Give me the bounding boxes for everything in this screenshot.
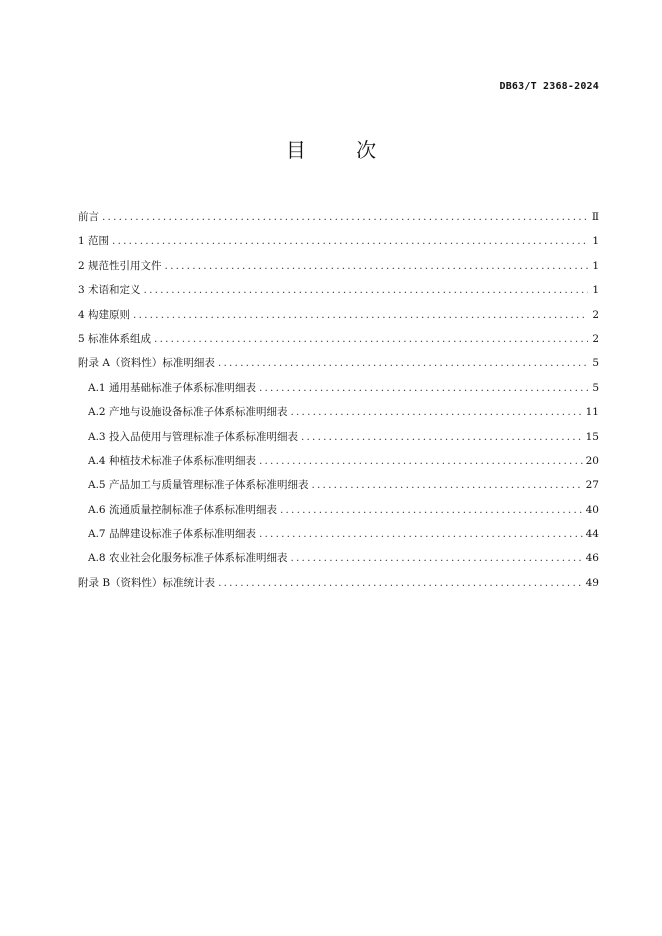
toc-entry-a7[interactable]: [78, 524, 599, 548]
toc-leader-dots: [218, 353, 588, 373]
document-code: DB63/T 2368-2024: [499, 81, 599, 92]
toc-entry-a4[interactable]: [78, 451, 599, 475]
toc-leader-dots: [112, 231, 588, 251]
toc-page-number: 44: [585, 528, 599, 541]
toc-entry-terms[interactable]: [78, 280, 599, 304]
toc-entry-label: 附录 B（资料性）标准统计表: [78, 576, 216, 589]
toc-entry-appendix-a[interactable]: [78, 353, 599, 377]
toc-entry-label: 附录 A（资料性）标准明细表: [78, 357, 215, 370]
toc-entry-label: A.8 农业社会化服务标准子体系标准明细表: [88, 552, 288, 565]
toc-entry-label: 3 术语和定义: [78, 284, 141, 297]
toc-entry-label: A.4 种植技术标准子体系标准明细表: [88, 454, 256, 467]
toc-leader-dots: [165, 256, 588, 276]
toc-entry-label: A.7 品牌建设标准子体系标准明细表: [88, 528, 256, 541]
toc-leader-dots: [218, 573, 583, 593]
toc-page-number: 49: [585, 576, 599, 589]
toc-entry-appendix-b[interactable]: [78, 573, 599, 597]
toc-entry-normative-references[interactable]: [78, 256, 599, 280]
page-title: 目 次: [285, 138, 399, 162]
toc-entry-label: A.3 投入品使用与管理标准子体系标准明细表: [88, 430, 298, 443]
toc-page-number: 1: [592, 284, 599, 297]
toc-page-number: Ⅱ: [591, 211, 599, 223]
toc-entry-a6[interactable]: [78, 500, 599, 524]
toc-page-number: 11: [585, 406, 599, 419]
toc-entry-a5[interactable]: [78, 475, 599, 499]
toc-leader-dots: [154, 329, 588, 349]
toc-leader-dots: [290, 402, 582, 422]
toc-page-number: 1: [592, 259, 599, 272]
toc-leader-dots: [102, 207, 588, 227]
toc-entry-label: A.6 流通质量控制标准子体系标准明细表: [88, 503, 277, 516]
toc-page-number: 5: [592, 357, 599, 370]
toc-entry-composition[interactable]: [78, 329, 599, 353]
toc-entry-label: A.1 通用基础标准子体系标准明细表: [88, 381, 256, 394]
toc-page-number: 5: [592, 381, 599, 394]
toc-leader-dots: [280, 500, 583, 520]
toc-entry-principles[interactable]: [78, 305, 599, 329]
toc-leader-dots: [133, 305, 588, 325]
toc-entry-foreword[interactable]: [78, 207, 599, 231]
toc-leader-dots: [144, 280, 588, 300]
toc-leader-dots: [259, 524, 583, 544]
toc-leader-dots: [290, 548, 582, 568]
toc-leader-dots: [301, 427, 583, 447]
toc-page-number: 40: [585, 503, 599, 516]
toc-entry-label: A.5 产品加工与质量管理标准子体系标准明细表: [88, 479, 309, 492]
toc-entry-a2[interactable]: [78, 402, 599, 426]
toc-leader-dots: [259, 451, 583, 471]
toc-entry-label: 前言: [78, 211, 99, 223]
toc-page-number: 1: [592, 235, 599, 248]
toc-entry-a3[interactable]: [78, 427, 599, 451]
toc-entry-label: 4 构建原则: [78, 308, 131, 321]
toc-entry-a1[interactable]: [78, 378, 599, 402]
toc-entry-a8[interactable]: [78, 548, 599, 572]
toc-page-number: 2: [592, 308, 599, 321]
toc-entry-label: 2 规范性引用文件: [78, 259, 162, 272]
toc-entry-label: 5 标准体系组成: [78, 332, 152, 345]
toc-page-number: 27: [585, 479, 599, 492]
toc-entry-label: A.2 产地与设施设备标准子体系标准明细表: [88, 406, 288, 419]
toc-page-number: 46: [585, 552, 599, 565]
toc-leader-dots: [259, 378, 588, 398]
toc-entry-label: 1 范围: [78, 235, 110, 248]
toc-page-number: 2: [592, 332, 599, 345]
toc-page-number: 15: [585, 430, 599, 443]
toc-page-number: 20: [585, 454, 599, 467]
toc-leader-dots: [311, 475, 582, 495]
toc-entry-scope[interactable]: [78, 231, 599, 255]
table-of-contents: [78, 207, 599, 597]
